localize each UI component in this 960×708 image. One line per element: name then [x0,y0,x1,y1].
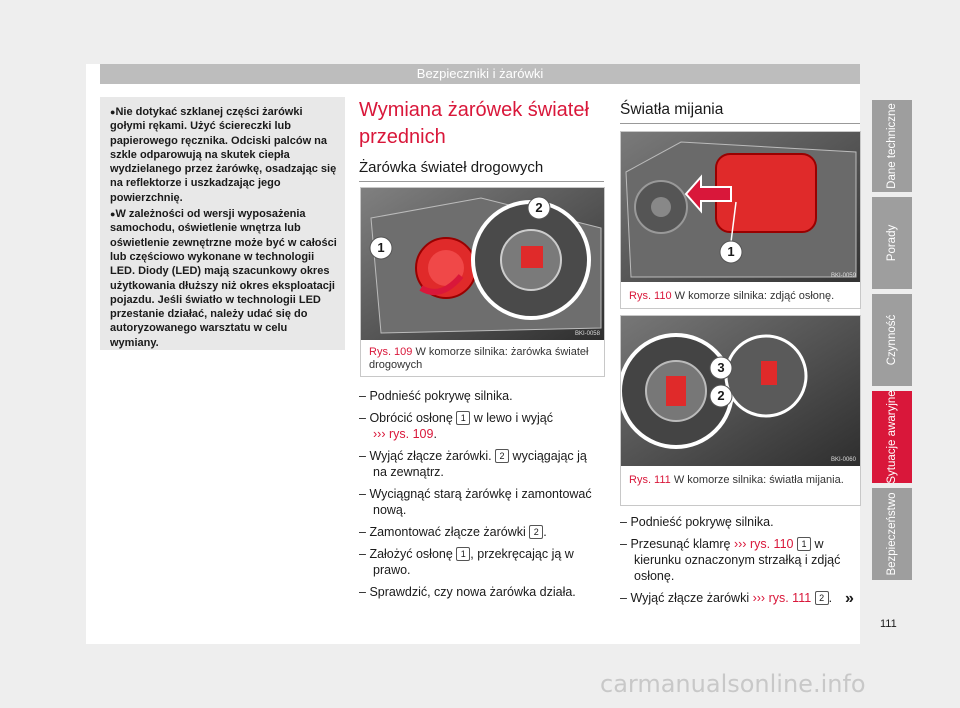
step: – Podnieść pokrywę silnika. [620,514,860,530]
figure-caption-text: W komorze silnika: zdjąć osłonę. [674,290,835,302]
callout-number: 2 [529,525,543,539]
step: – Sprawdzić, czy nowa żarówka działa. [359,584,604,600]
step: – Zamontować złącze żarówki 2 . [359,524,604,540]
section-title: Wymiana żarówek świateł przednich [359,99,589,148]
step: – Wyciągnąć starą żarówkę i zamontować nową. [359,486,604,518]
step: – Obrócić osłonę 1 w lewo i wyjąć ››› rys. 109. [359,410,604,442]
steps-high-beam [359,388,604,606]
callout-3: 3 [717,360,725,375]
figure-code: BKI-0060 [830,457,856,463]
figure-caption [629,474,854,487]
divider [359,181,604,182]
callout-2: 2 [535,200,543,215]
figure-label: Rys. 109 [369,346,413,358]
figure-code: BKI-0058 [574,331,600,337]
cross-ref-arrow: ››› [752,591,766,605]
callout-number: 1 [456,547,470,561]
figure-109 [360,187,605,377]
step: – Wyjąć złącze żarówki. 2 wyciągając ją na zewnątrz. [359,448,604,480]
figure-caption [629,290,854,303]
figure-label: Rys. 111 [629,474,671,486]
figure-caption-text: W komorze silnika: światła mijania. [673,474,844,486]
section-subtitle: Światła mijania [620,101,724,118]
column-middle [359,97,604,182]
page-number: 111 [880,618,897,630]
tab-sytuacje-awaryjne[interactable]: Sytuacje awaryjne [872,391,912,483]
figure-caption [369,346,598,372]
tab-dane-techniczne[interactable]: Dane techniczne [872,100,912,192]
step: – Wyjąć złącze żarówki ››› rys. 111 2 . [620,590,860,606]
continue-marker: » [845,590,854,607]
warning-box [100,97,345,350]
callout-number: 1 [456,411,470,425]
figure-caption-text: W komorze silnika: żarówka świateł drogowych [369,346,589,371]
figure-110-image [621,132,860,282]
callout-number: 2 [815,591,829,605]
cross-ref-link[interactable]: rys. 110 [749,537,794,551]
figure-111-image [621,316,860,466]
figure-110 [620,131,861,309]
warning-item: ● W zależności od wersji wyposażenia samochodu, oświetlenie wnętrza lub oświetlenie zewnętrzne może być w całości lub częściowo wykonane w technologii LED. Diody (LED) mają szacunkowy okres użytkowania dłuższy niż okres eksploatacji pojazdu. Jeśli światło w technologii LED przestanie działać, należy udać się do autoryzowanego warsztatu w celu wymiany. [110,207,339,350]
figure-code: BKI-0059 [830,273,856,279]
tab-bezpieczenstwo[interactable]: Bezpieczeństwo [872,488,912,580]
step: – Założyć osłonę 1 , przekręcając ją w prawo. [359,546,604,578]
step: – Przesunąć klamrę ››› rys. 110 1 w kierunku oznaczonym strzałką i zdjąć osłonę. [620,536,860,584]
step: – Podnieść pokrywę silnika. [359,388,604,404]
callout-2: 2 [717,388,725,403]
tab-porady[interactable]: Porady [872,197,912,289]
cross-ref-arrow: ››› [733,537,747,551]
watermark: carmanualsonline.info [600,670,866,698]
divider [620,123,860,124]
column-right [620,97,860,124]
warning-item: ● Nie dotykać szklanej części żarówki gołymi rękami. Użyć ściereczki lub papierowego ręcznika. Odciski palców na szkle odparowują na skutek ciepła wydzielanego przez żarówkę, osadzając się na reflektorze i uszkadzając jego powierzchnię. [110,105,339,205]
callout-1: 1 [377,240,385,255]
figure-label: Rys. 110 [629,290,672,302]
figure-111 [620,315,861,506]
figure-109-image [361,188,604,340]
page-header: Bezpieczniki i żarówki [100,64,860,84]
cross-ref-arrow: ››› [373,427,386,441]
tab-czynnosc[interactable]: Czynność [872,294,912,386]
callout-1: 1 [727,244,735,259]
callout-number: 2 [495,449,509,463]
cross-ref-link[interactable]: rys. 109 [388,427,434,441]
steps-low-beam [620,514,860,612]
cross-ref-link[interactable]: rys. 111 [768,591,812,605]
section-subtitle: Żarówka świateł drogowych [359,159,544,176]
callout-number: 1 [797,537,811,551]
